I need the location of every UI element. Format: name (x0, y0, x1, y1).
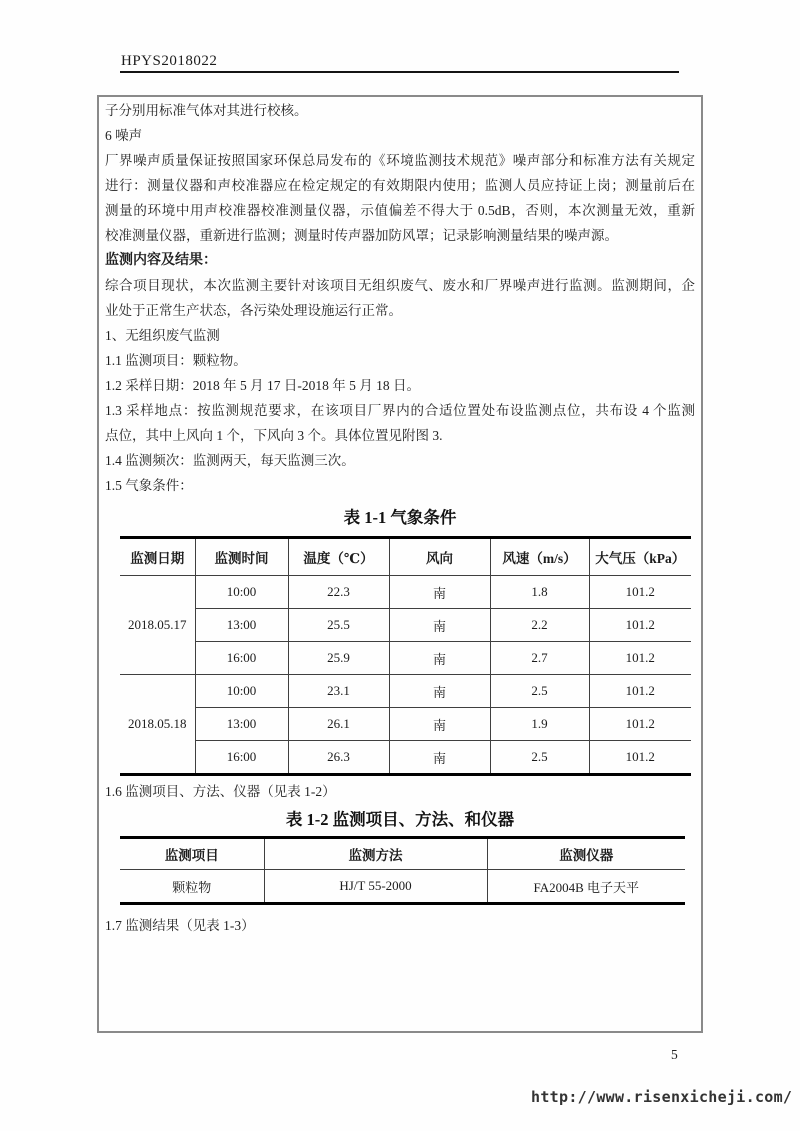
list-item-1-1: 1.1 监测项目：颗粒物。 (105, 353, 247, 368)
document-header-code: HPYS2018022 (121, 53, 218, 69)
wind-direction-cell: 南 (389, 741, 490, 775)
body-line: 校准测量仪器，重新进行监测；测量时传声器加防风罩；记录影响测量结果的噪声源。 (105, 228, 618, 243)
time-cell: 16:00 (195, 741, 288, 775)
wind-speed-cell: 2.5 (490, 741, 589, 775)
body-line: 进行：测量仪器和声校准器应在检定规定的有效期限内使用；监测人员应持证上岗；测量前后在 (105, 178, 695, 193)
col-header-temperature: 温度（℃） (288, 538, 389, 576)
wind-speed-cell: 2.2 (490, 609, 589, 642)
col-header-item: 监测项目 (120, 838, 264, 870)
pressure-cell: 101.2 (625, 749, 655, 764)
temperature-cell: 26.1 (288, 708, 389, 741)
col-header-method: 监测方法 (264, 838, 487, 870)
pressure-cell: 101.2 (589, 642, 691, 675)
header-divider-line (120, 71, 679, 73)
table-row (120, 576, 691, 609)
date-cell: 2018.05.17 (120, 576, 195, 675)
pressure-cell: 101.2 (589, 708, 691, 741)
table-header-row (120, 838, 685, 870)
wind-speed-cell: 1.8 (490, 576, 589, 609)
pressure-cell: 101.2 (589, 609, 691, 642)
list-item-1-3-cont: 点位，其中上风向 1 个，下风向 3 个。具体位置见附图 3. (105, 428, 443, 443)
list-item-1-6: 1.6 监测项目、方法、仪器（见表 1-2） (105, 784, 336, 799)
time-cell: 13:00 (195, 609, 288, 642)
list-item-1-7: 1.7 监测结果（见表 1-3） (105, 918, 255, 933)
time-cell: 13:00 (195, 708, 288, 741)
wind-direction-cell: 南 (389, 675, 490, 708)
temperature-cell: 26.3 (288, 741, 389, 775)
list-item-1-2: 1.2 采样日期：2018 年 5 月 17 日-2018 年 5 月 18 日。 (105, 378, 420, 393)
temperature-cell: 23.1 (288, 675, 389, 708)
item-cell: 颗粒物 (120, 870, 264, 904)
wind-direction-cell: 南 (389, 708, 490, 741)
list-item-1-4: 1.4 监测频次：监测两天，每天监测三次。 (105, 453, 355, 468)
table-row (120, 741, 691, 775)
date-cell: 2018.05.18 (120, 675, 195, 775)
col-header-time: 监测时间 (195, 538, 288, 576)
wind-speed-cell: 2.7 (490, 642, 589, 675)
table-header-row (120, 538, 691, 576)
list-item-1-3: 1.3 采样地点：按监测规范要求，在该项目厂界内的合适位置处布设监测点位，共布设 4 个监测 (105, 403, 695, 418)
body-line: 综合项目现状，本次监测主要针对该项目无组织废气、废水和厂界噪声进行监测。监测期间，企 (105, 278, 695, 293)
document-body (99, 97, 701, 938)
temperature-cell: 22.3 (288, 576, 389, 609)
table2-title: 表 1-2 监测项目、方法、和仪器 (285, 810, 515, 829)
monitoring-method-table (120, 836, 685, 905)
wind-direction-cell: 南 (389, 609, 490, 642)
col-header-pressure: 大气压（kPa） (589, 538, 691, 576)
document-content-frame (97, 95, 703, 1033)
time-cell: 16:00 (195, 642, 288, 675)
table-row (120, 675, 691, 708)
weather-conditions-table (120, 536, 691, 776)
section-heading-results: 监测内容及结果： (105, 253, 217, 268)
time-cell: 10:00 (195, 576, 288, 609)
list-item-1-5: 1.5 气象条件： (105, 478, 193, 493)
wind-direction-cell: 南 (389, 576, 490, 609)
table-row (120, 609, 691, 642)
pressure-cell: 101.2 (589, 675, 691, 708)
time-cell: 10:00 (195, 675, 288, 708)
list-item-1: 1、无组织废气监测 (105, 328, 220, 343)
col-header-date: 监测日期 (120, 538, 195, 576)
wind-speed-cell: 1.9 (490, 708, 589, 741)
section-heading-noise: 6 噪声 (105, 128, 143, 143)
col-header-wind-speed: 风速（m/s） (490, 538, 589, 576)
table-row (120, 870, 685, 904)
body-line: 子分别用标准气体对其进行校核。 (105, 103, 308, 118)
col-header-instrument: 监测仪器 (487, 838, 685, 870)
watermark-url: http://www.risenxicheji.com/ (531, 1088, 793, 1106)
body-line: 业处于正常生产状态，各污染处理设施运行正常。 (105, 303, 402, 318)
page-number: 5 (671, 1047, 678, 1062)
table1-title: 表 1-1 气象条件 (343, 508, 457, 527)
col-header-wind-direction: 风向 (389, 538, 490, 576)
wind-direction-cell: 南 (389, 642, 490, 675)
table-row (120, 642, 691, 675)
body-line: 测量的环境中用声校准器校准测量仪器，示值偏差不得大于 0.5dB，否则，本次测量无效，重新 (105, 203, 695, 218)
method-cell: HJ/T 55-2000 (264, 870, 487, 904)
temperature-cell: 25.9 (288, 642, 389, 675)
table-row (120, 708, 691, 741)
pressure-cell: 101.2 (589, 576, 691, 609)
temperature-cell: 25.5 (288, 609, 389, 642)
instrument-cell: FA2004B 电子天平 (533, 879, 640, 895)
wind-speed-cell: 2.5 (490, 675, 589, 708)
body-line: 厂界噪声质量保证按照国家环保总局发布的《环境监测技术规范》噪声部分和标准方法有关规定 (105, 153, 695, 168)
